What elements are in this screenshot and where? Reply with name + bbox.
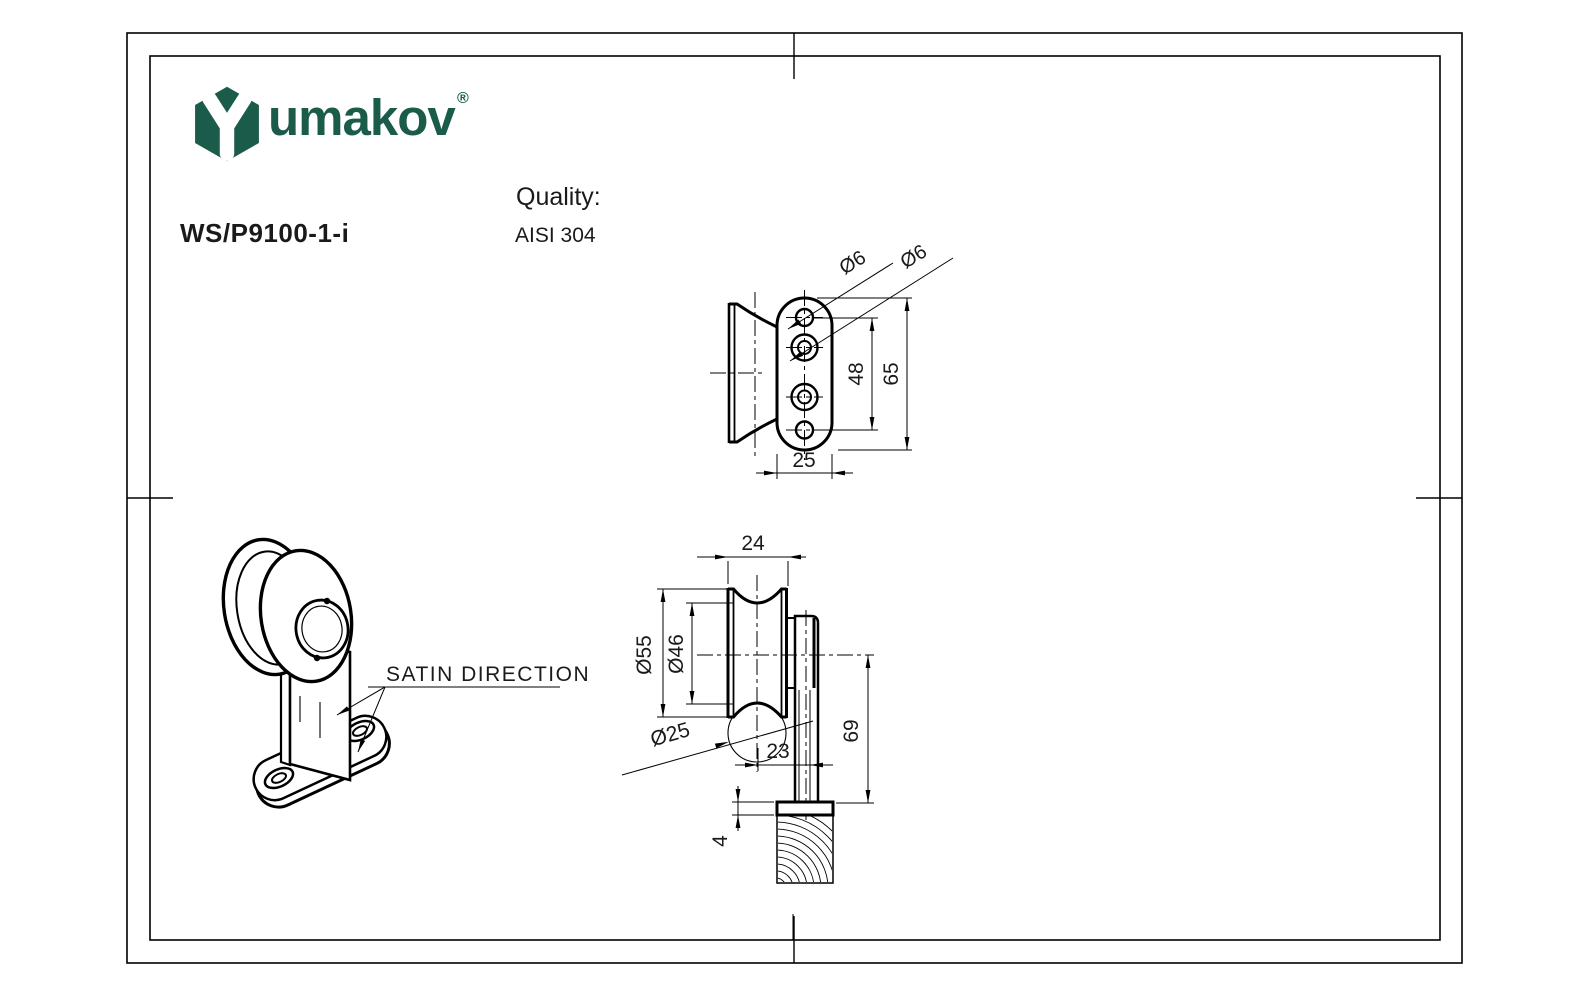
sheet-border (127, 33, 1462, 963)
dim-groove-profile-diameter: Ø25 (647, 718, 693, 752)
side-view-dimension-lines (622, 557, 874, 831)
dim-roller-outer-diameter: Ø55 (633, 635, 656, 675)
quality-value: AISI 304 (515, 224, 596, 247)
side-view (622, 532, 874, 968)
registered-trademark: ® (457, 90, 469, 107)
dim-center-offset: 23 (766, 740, 790, 763)
isometric-view (214, 533, 590, 814)
top-view-arrows (764, 298, 909, 475)
dim-hole-spacing: 48 (845, 362, 868, 386)
dim-groove-diameter: Ø46 (665, 634, 688, 674)
outer-border (127, 33, 1462, 963)
dim-roller-width: 24 (741, 532, 765, 555)
dim-plate-width: 25 (792, 449, 816, 472)
brand-name: umakov (268, 89, 455, 146)
dim-overall-height: 69 (840, 719, 863, 743)
side-view-arrows (661, 555, 871, 828)
dim-hole-diameter-1: Ø6 (835, 246, 870, 280)
dim-base-thickness: 4 (709, 835, 732, 847)
satin-direction-note: SATIN DIRECTION (386, 663, 591, 686)
iso-wheel (214, 533, 361, 688)
centering-marks (127, 33, 1462, 963)
top-view-centerlines (710, 290, 823, 460)
hub-notch-bottom (314, 655, 320, 661)
wood-grain (696, 808, 856, 968)
quality-label: Quality: (516, 183, 601, 211)
hub-notch-top (324, 598, 330, 604)
part-number: WS/P9100-1-i (180, 218, 350, 248)
side-view-base-plate (777, 802, 833, 815)
wood-block (696, 808, 856, 968)
dim-plate-length: 65 (880, 362, 903, 386)
top-view (710, 241, 953, 479)
dim-hole-diameter-2: Ø6 (896, 240, 931, 274)
side-view-bracket (787, 616, 819, 802)
